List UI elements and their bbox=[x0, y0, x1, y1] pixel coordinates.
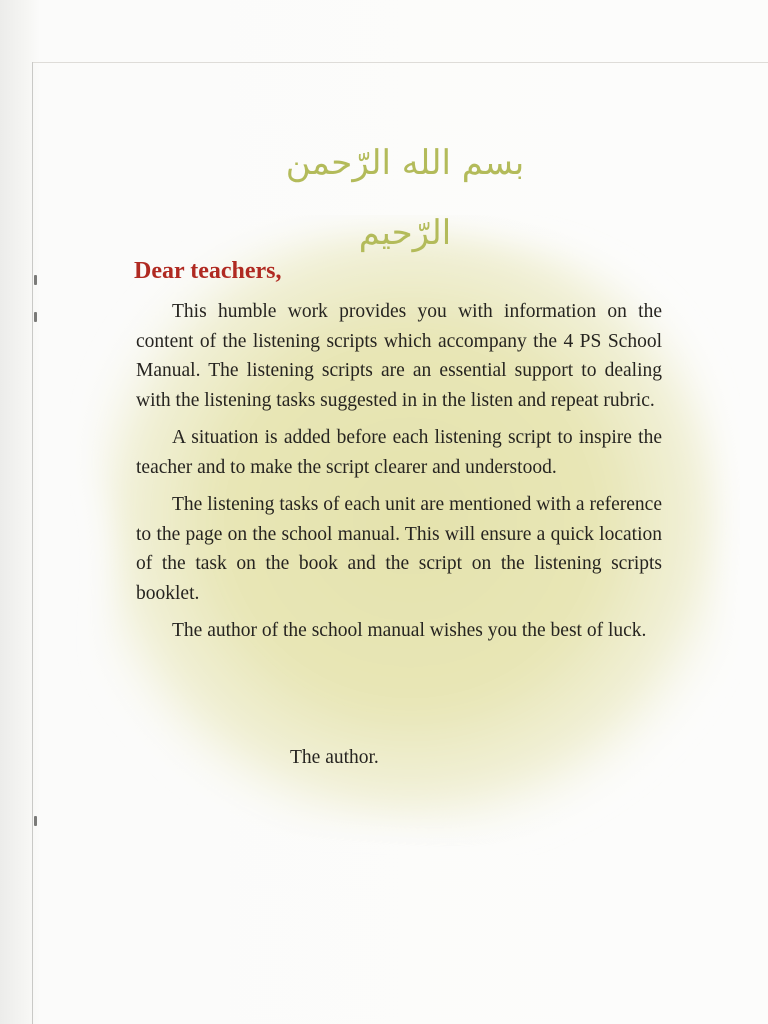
paragraph: The author of the school manual wishes you the best of luck. bbox=[172, 620, 647, 641]
basmala-calligraphy: بسم الله الرّحمن الرّحيم bbox=[285, 143, 525, 253]
signature: The author. bbox=[290, 747, 379, 768]
binding-mark bbox=[34, 816, 37, 826]
binding-mark bbox=[34, 275, 37, 285]
letter-body bbox=[136, 297, 662, 654]
greeting-heading: Dear teachers, bbox=[134, 258, 282, 284]
binding-mark bbox=[34, 312, 37, 322]
paragraph: This humble work provides you with information on the content of the listening scripts which accompany the 4 PS School Manual. The listening scripts are an essential support to dealing with the listening tasks suggested in in the listen and repeat rubric. bbox=[136, 301, 662, 411]
page-binding-edge bbox=[32, 62, 33, 1024]
paragraph: The listening tasks of each unit are mentioned with a reference to the page on the school manual. This will ensure a quick location of the task on the book and the script on the listening scripts booklet. bbox=[136, 494, 662, 604]
paragraph: A situation is added before each listening script to inspire the teacher and to make the script clearer and understood. bbox=[136, 427, 662, 478]
page-top-edge bbox=[32, 62, 768, 63]
